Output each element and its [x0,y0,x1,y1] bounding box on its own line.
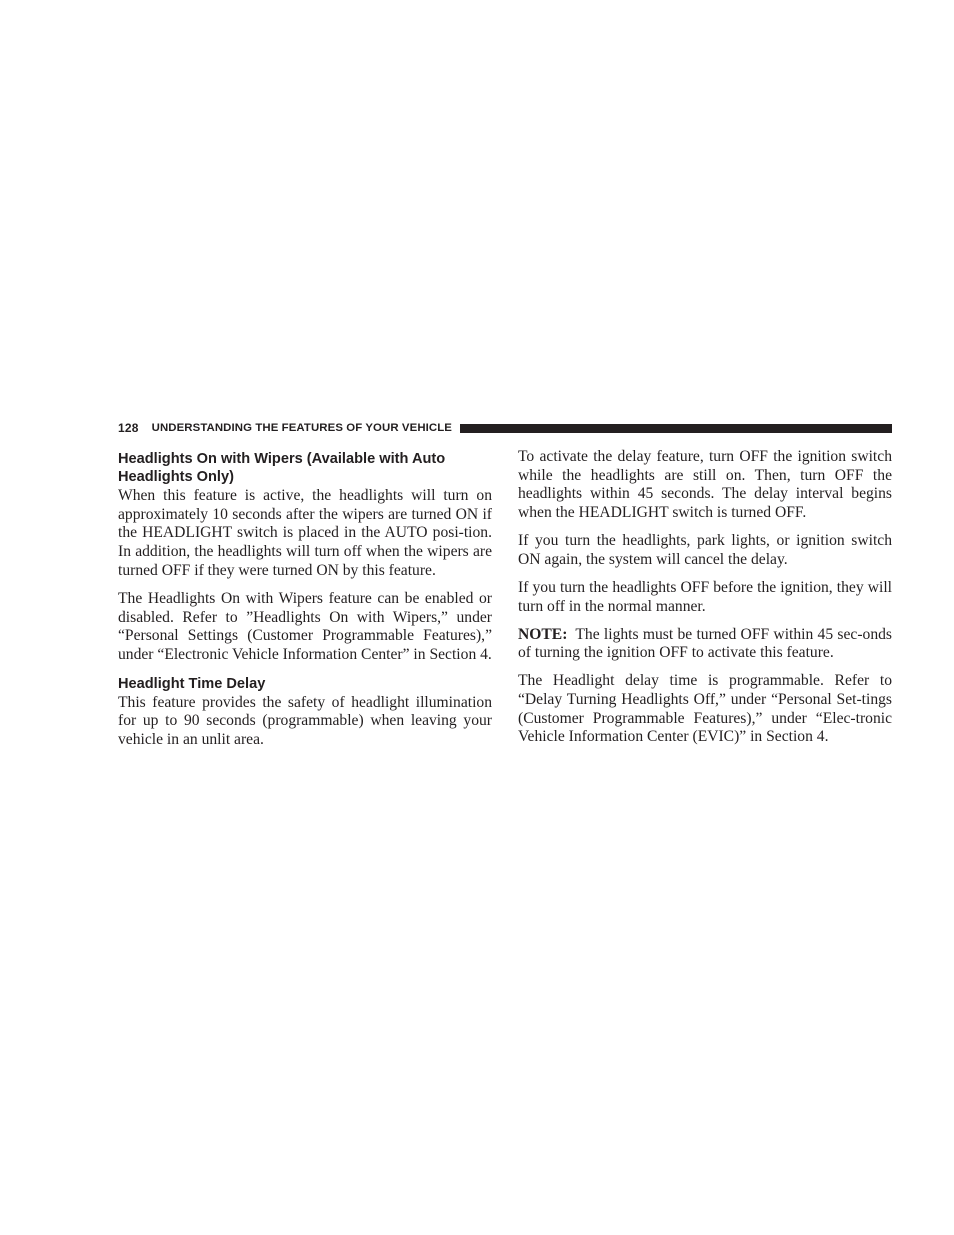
section-heading-headlights-on-with-wipers: Headlights On with Wipers (Available with Auto Headlights Only) [118,451,446,485]
header-rule [460,424,892,433]
paragraph: The Headlights On with Wipers feature can be enabled or disabled. Refer to ”Headlights On with Wipers,” under “Personal Settings (Customer Programmable Features),” under “Electronic Vehicle Information Center” in Section 4. [118,589,492,663]
paragraph: If you turn the headlights OFF before the ignition, they will turn off in the normal manner. [518,578,892,615]
running-head: UNDERSTANDING THE FEATURES OF YOUR VEHICLE [151,422,452,434]
right-column [518,448,892,747]
paragraph: The Headlight delay time is programmable. Refer to “Delay Turning Headlights Off,” under “Personal Set-tings (Customer Programmable Features),” under “Elec-tronic Vehicle Information Center (EVIC)” in Section 4. [518,672,892,746]
section-heading-headlight-time-delay: Headlight Time Delay [118,675,266,692]
paragraph: To activate the delay feature, turn OFF the ignition switch while the headlights are still on. Then, turn OFF the headlights within 45 seconds. The delay interval begins when the HEADLIGHT switch is turned OFF. [518,448,892,522]
paragraph: If you turn the headlights, park lights, or ignition switch ON again, the system will cancel the delay. [518,532,892,568]
note-text: The lights must be turned OFF within 45 sec-onds of turning the ignition OFF to activate this feature. [518,625,892,662]
paragraph: This feature provides the safety of headlight illumination for up to 90 seconds (programmable) when leaving your vehicle in an unlit area. [118,693,492,749]
left-column [118,448,492,750]
paragraph: When this feature is active, the headlights will turn on approximately 10 seconds after the wipers are turned ON if the HEADLIGHT switch is placed in the AUTO posi-tion. In addition, the headlights will turn off when the wipers are turned OFF if they were turned ON by this feature. [118,487,492,579]
page-header [118,420,892,436]
page-number: 128 [118,421,139,435]
note-paragraph [518,626,892,663]
note-label: NOTE: [518,625,568,643]
